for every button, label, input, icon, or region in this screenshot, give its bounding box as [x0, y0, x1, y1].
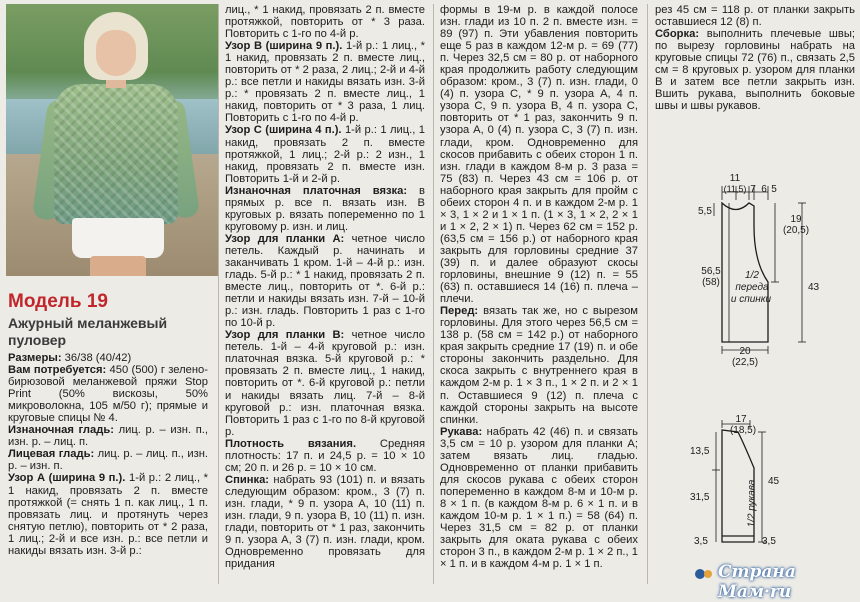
sizes-label: Размеры:	[8, 352, 62, 364]
reverse-stockinette-value: лиц. р. – изн. п., изн. р. – лиц. п.	[8, 424, 209, 449]
sleeves-paragraph	[440, 426, 638, 571]
sleeve-height-label: 45	[768, 476, 780, 487]
band-a-value: четное число петель. Каждый р. начинать и заканчивать 1 кром. 1-й – 4-й р.: изн. гладь. 5-й р.: * 1 накид, провязать 2 п. вместе лиц., повторить от *. 6-й р.: петли и накиды вязать изн. 7-й – 10-й р.: изн. гладь. Повторить 1 раз с 1-го по 10-й р.	[225, 232, 425, 330]
body-neck-right-label: 6	[761, 184, 767, 195]
pattern-b-value: 1-й р.: 1 лиц., * 1 накид, провязать 2 п. вместе лиц., повторить от * 2 раза, 2 лиц.; 2-й и 4-й р.: все петли и накиды вязать изн. 3-й р.: * провязать 2 п. вместе лиц., 1 накид, повторить от * 3 раза, 1 лиц. Повторить с 1-го по 4-й р.	[225, 40, 426, 125]
pattern-b-paragraph	[225, 40, 425, 124]
sleeve-top-width-alt-label: (18,5)	[729, 425, 757, 436]
back-value: набрать 93 (101) п. и вязать следующим образом: кром., 3 (7) п. изн. глади, * 9 п. узора А, 10 (11) п. изн. глади, 9 п. узора В, 10 (11) п. изн. глади, повторить от * 1 раз, закончить 9 п. узора А, 3 (7) п. изн. глади, кром. Одновременно провязать для придания	[225, 473, 425, 571]
band-b-paragraph	[225, 329, 425, 437]
column-1	[8, 352, 208, 557]
pattern-a-value: 1-й р.: 2 лиц., * 1 накид, провязать 2 п. вместе протяжкой (= снять 1 п. как лиц., 1 п. провязать лиц. и протянуть через снятую петлю), повторить от * 2 раза, 1 лиц.; 2-й и все изн. р.: все петли и накиды вязать изн. 3-й р.:	[8, 472, 209, 557]
photo-sweater	[54, 84, 178, 224]
body-neck-drop-label: 5,5	[698, 206, 712, 217]
pattern-a-label: Узор А (ширина 9 п.).	[8, 472, 126, 485]
back-paragraph	[225, 474, 425, 570]
front-value: вязать так же, но с вырезом горловины. Для этого через 56,5 см = 138 р. (58 см = 142 р.) от наборного края закрыть средние 17 (19) п. и обе стороны закончить раздельно. Для скоса закрыть с внутреннего края в каждом 2-м р. 1 × 3 п., 1 × 2 п. и 2 × 1 п. Оставшиеся 9 (12) п. плеча с каждой стороны закрыть на высоте спинки.	[440, 305, 638, 426]
band-a-paragraph	[225, 233, 425, 329]
body-side-height-label: 43	[808, 282, 820, 293]
photo-legs	[90, 256, 146, 276]
band-b-value: четное число петель. 1-й – 4-й круговой р.: изн. платочная вязка. 5-й круговой р.: * провязать 2 п. вместе лиц., 1 накид, повторить от *. 6-й круговой р.: петли и накиды вязать лиц. 7-й – 8-й круговой р.: изн. платочная вязка. Повторить 1 раз с 1-го по 8-й круговой р.	[225, 329, 425, 438]
schematic-diagrams	[650, 170, 860, 588]
gauge-paragraph	[225, 438, 425, 474]
watermark-text: Страна Мам·ru	[718, 562, 796, 602]
pattern-a-continued: лиц., * 1 накид, провязать 2 п. вместе протяжкой, повторить от * 3 раза. Повторить с 1-го по 4-й р.	[225, 4, 425, 41]
pattern-a-paragraph	[8, 472, 208, 556]
body-back-label: и спинки	[730, 294, 772, 305]
body-neck-left-label: 7	[750, 184, 756, 195]
sleeve-dimension-lines	[712, 420, 766, 542]
pattern-c-value: 1-й р.: 1 лиц., 1 накид, провязать 2 п. вместе протяжкой, 1 лиц.; 2-й р.: 2 изн., 1 накид, провязать 2 п. вместе изн. Повторить 1-й и 2-й р.	[225, 124, 425, 185]
body-half-label: 1/2	[745, 270, 759, 281]
garter-label: Изнаночная платочная вязка:	[225, 184, 408, 197]
stockinette-value: лиц. р. – лиц. п., изн. р. – изн. п.	[8, 448, 208, 473]
column-divider	[433, 4, 434, 584]
model-title: Модель 19	[8, 291, 108, 312]
assembly-label: Сборка:	[655, 28, 700, 41]
column-divider	[218, 4, 219, 584]
body-total-height-label: 56,5	[701, 266, 721, 277]
body-front-label: переда	[735, 282, 769, 293]
column-3	[440, 4, 638, 570]
front-paragraph	[440, 305, 638, 425]
band-b-label: Узор для планки В:	[225, 329, 345, 342]
materials-label: Вам потребуется:	[8, 364, 107, 377]
reverse-stockinette-paragraph	[8, 424, 208, 448]
sleeve-cuff-label: 3,5	[694, 536, 708, 547]
gauge-value: Средняя плотность: 17 п. и 24,5 р. = 10 × 10 см; 20 п. и 26 р. = 10 × 10 см.	[225, 437, 425, 474]
back-label: Спинка:	[225, 473, 270, 486]
pattern-b-label: Узор В (ширина 9 п.).	[225, 40, 343, 53]
garter-value: в прямых р. все п. вязать изн. В круговых р. вязать попеременно по 1 круговому р. изн. и лиц.	[225, 184, 425, 233]
stockinette-label: Лицевая гладь:	[8, 448, 95, 461]
assembly-value: выполнить плечевые швы; по вырезу горловины набрать на круговые спицы 72 (76) п., связать 2,5 см = 8 круговых р. узором для планки В и затем все петли закрыть изн. Вшить рукава, выполнить боковые швы и швы рукавов.	[655, 28, 855, 113]
gauge-label: Плотность вязания.	[225, 437, 357, 450]
column-4	[655, 4, 855, 112]
assembly-paragraph	[655, 28, 855, 112]
sizes-value: 36/38 (40/42)	[61, 352, 132, 364]
body-bottom-width-alt-label: (22,5)	[731, 357, 759, 368]
materials-paragraph	[8, 364, 208, 424]
sizes-paragraph	[8, 352, 208, 364]
body-top-width-alt-label: (11,5)	[723, 184, 747, 194]
body-total-height-alt-label: (58)	[702, 277, 720, 288]
sleeve-cuff-label-2: 3,5	[762, 536, 776, 547]
watermark-logo-icon	[694, 566, 714, 582]
photo-skirt	[72, 218, 164, 258]
front-label: Перед:	[440, 305, 479, 318]
sleeves-continued: рез 45 см = 118 р. от планки закрыть оставшиеся 12 (8) п.	[655, 4, 855, 29]
pattern-c-paragraph	[225, 124, 425, 184]
reverse-stockinette-label: Изнаночная гладь:	[8, 424, 114, 437]
pattern-c-label: Узор С (ширина 4 п.).	[225, 124, 342, 137]
body-top-width-label: 11	[729, 173, 741, 184]
sleeves-label: Рукава:	[440, 425, 483, 438]
body-armhole-label: 19	[790, 214, 802, 225]
body-shoulder-label: 5	[771, 184, 777, 195]
sleeve-cap-label: 13,5	[690, 446, 710, 457]
body-armhole-alt-label: (20,5)	[782, 225, 810, 236]
sleeves-value: набрать 42 (46) п. и связать 3,5 см = 10 р. узором для планки А; затем вязать лиц. гладью. Одновременно от планки прибавить для скосов рукава с обеих сторон попеременно в каждом 8-м и 10-м р. 8 × 1 п. (в каждом 8-м р. 6 × 1 п. и в каждом 10-м р. 1 × 1 п.) = 58 (64) п. Через 31,5 см = 82 р. от планки закрыть для оката рукава с обеих сторон 3 п., в каждом 2-м р. 1 × 2 п., 1 × 1 п. и в каждом 4-м р. 1 × 1 п.	[440, 425, 638, 571]
stockinette-paragraph	[8, 448, 208, 472]
column-2	[225, 4, 425, 570]
materials-value: 450 (500) г зелено-бирюзовой меланжевой пряжи Stop Print (50% вискозы, 50% микроволокна, 105 м/50 г); прямые и круговые спицы № 4.	[8, 364, 208, 425]
sleeve-length-label: 31,5	[690, 492, 710, 503]
garter-paragraph	[225, 185, 425, 233]
model-photo	[6, 4, 218, 276]
sleeve-label: 1/2 рукава	[746, 479, 758, 528]
body-bottom-width-label: 20	[739, 346, 751, 357]
model-subtitle: Ажурный меланжевый пуловер	[8, 315, 168, 348]
column-divider	[647, 4, 648, 584]
sleeve-top-width-label: 17	[735, 414, 747, 425]
back-continued: формы в 19-м р. в каждой полосе изн. глади из 10 п. 2 п. вместе изн. = 89 (97) п. Эти убавления повторить еще 5 раз в каждом 12-м р. = 69 (77) п. Через 32,5 см = 80 р. от наборного края продолжить работу следующим образом: кром., 3 (7) п. изн. глади, 0 (4) п. узора С, * 9 п. узора А, 4 п. узора С, 9 п. узора В, 4 п. узора С, повторить от * 1 раз, закончить 9 п. узора А, 0 (4) п. узора С, 3 (7) п. изн. глади, кром. Одновременно для скосов прибавить с обеих сторон 1 п. изн. глади в каждом 8-м р. 3 раза = 75 (83) п. Через 43 см = 106 р. от наборного края закрыть для пройм с обеих сторон 4 п. и в каждом 2-м р. 1 × 3, 1 × 2 и 1 × 1 п. (1 × 3, 1 × 2, 2 × 1 и 1 × 2, 2 × 1) п. Через 62 см = 152 р. (63,5 см = 156 р.) от наборного края закрыть для горловины средние 37 (39) п. и далее образуют скосы горловины, внешние 9 (12) п. = 55 (63) п. оставшиеся 14 (16) п. плеча – плечи.	[440, 4, 638, 306]
band-a-label: Узор для планки А:	[225, 232, 345, 245]
photo-face	[96, 30, 136, 76]
